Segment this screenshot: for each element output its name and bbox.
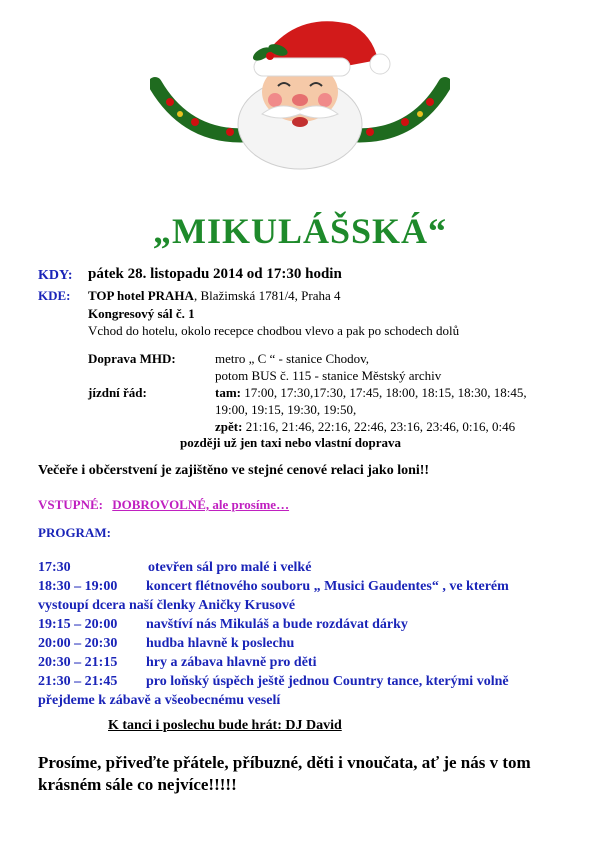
transport-line2: potom BUS č. 115 - stanice Městský archiv [215, 368, 442, 383]
venue-name: TOP hotel PRAHA [88, 288, 194, 303]
closing-line-1: Prosíme, přiveďte přátele, příbuzné, děti i vnoučata, ať je nás v tom [38, 753, 531, 772]
where-address [88, 287, 341, 304]
santa-claus-illustration [150, 14, 450, 174]
program-item: 18:30 – 19:00 koncert flétnového souboru „ Musici Gaudentes“ , ve kterém [38, 579, 509, 594]
program-item: 19:15 – 20:00 navštíví nás Mikuláš a bude rozdávat dárky [38, 617, 408, 632]
when-value: pátek 28. listopadu 2014 od 17:30 hodin [88, 266, 342, 282]
program-item: 17:30 otevřen sál pro malé i velké [38, 560, 312, 575]
dinner-note: Večeře i občerstvení je zajištěno ve stejné cenové relaci jako loni!! [38, 463, 430, 478]
program-item: vystoupí dcera naší členky Aničky Krusové [38, 598, 296, 613]
schedule-tam-2: 19:00, 19:15, 19:30, 19:50, [215, 402, 357, 417]
where-label: KDE: [38, 288, 71, 303]
transport-line1: metro „ C “ - stanice Chodov, [215, 351, 370, 366]
transport-label: Doprava MHD: [88, 351, 176, 366]
directions: Vchod do hotelu, okolo recepce chodbou vlevo a pak po schodech dolů [88, 323, 460, 338]
program-item: přejdeme k zábavě a všeobecnému veselí [38, 693, 281, 708]
program-item: 20:30 – 21:15 hry a zábava hlavně pro děti [38, 655, 317, 670]
program-item: 20:00 – 20:30 hudba hlavně k poslechu [38, 636, 295, 651]
transport-later: později už jen taxi nebo vlastní doprava [180, 435, 402, 450]
schedule-tam: tam: 17:00, 17:30,17:30, 17:45, 18:00, 18:15, 18:30, 18:45, [215, 385, 527, 400]
venue-address: , Blažimská 1781/4, Praha 4 [193, 288, 341, 303]
hall-name: Kongresový sál č. 1 [88, 306, 195, 321]
program-label: PROGRAM: [38, 525, 111, 540]
entry-fee [38, 497, 289, 513]
when-label: KDY: [38, 268, 73, 283]
dj-note: K tanci i poslechu bude hrát: DJ David [108, 718, 342, 733]
entry-label: VSTUPNÉ: [38, 497, 104, 512]
entry-value: DOBROVOLNÉ, ale prosíme… [112, 497, 290, 512]
program-item: 21:30 – 21:45 pro loňský úspěch ještě jednou Country tance, kterými volně [38, 674, 509, 689]
closing-line-2: krásném sále co nejvíce!!!!! [38, 775, 237, 794]
schedule-label: jízdní řád: [88, 385, 147, 400]
schedule-zpet: zpět: 21:16, 21:46, 22:16, 22:46, 23:16, 23:46, 0:16, 0:46 [215, 419, 516, 434]
program-list [38, 558, 578, 710]
event-title: „MIKULÁŠSKÁ“ [152, 211, 448, 251]
